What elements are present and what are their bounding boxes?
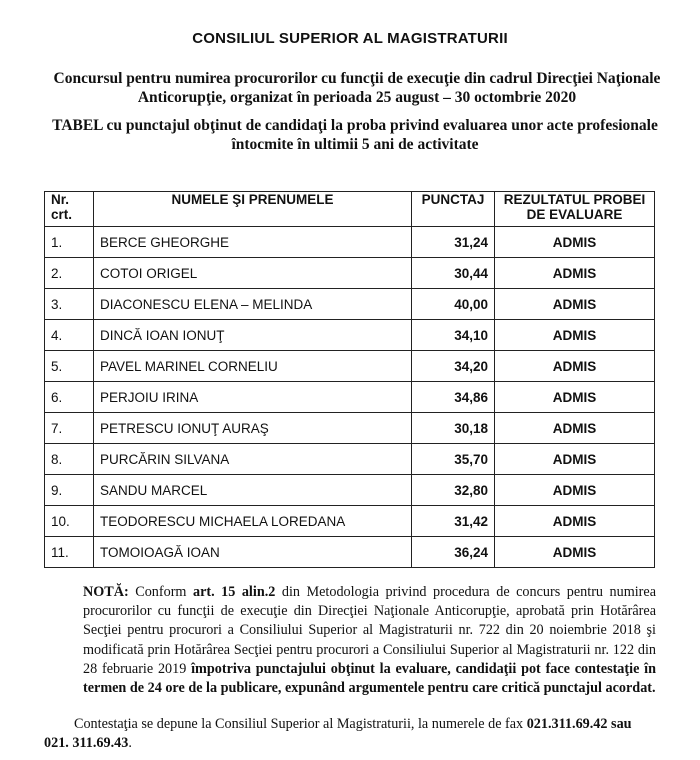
cell-nr: 9. (45, 475, 94, 506)
contact-text-2: sau (607, 716, 632, 732)
contact-text-1: Contestaţia se depune la Consiliul Superior al Magistraturii, la numerele de fax (74, 716, 527, 732)
results-table (44, 191, 655, 568)
cell-result: ADMIS (495, 227, 655, 258)
cell-name: PERJOIU IRINA (94, 382, 412, 413)
column-header-result: REZULTATUL PROBEI DE EVALUARE (495, 192, 655, 227)
table-row (45, 227, 655, 258)
cell-nr: 4. (45, 320, 94, 351)
cell-nr: 3. (45, 289, 94, 320)
table-row (45, 320, 655, 351)
column-header-score: PUNCTAJ (412, 192, 495, 227)
cell-result: ADMIS (495, 289, 655, 320)
table-row (45, 258, 655, 289)
note-paragraph (83, 583, 656, 698)
cell-result: ADMIS (495, 475, 655, 506)
cell-score: 31,42 (412, 506, 495, 537)
cell-result: ADMIS (495, 444, 655, 475)
cell-nr: 10. (45, 506, 94, 537)
table-body (45, 227, 655, 568)
note-bold-text: împotriva punctajului obţinut la evaluare, candidaţii pot face contestaţie în termen de 24 ore de la publicare, expunând argumentele pentru care critică punctajul acordat. (83, 660, 656, 697)
fax-number-1: 021.311.69.42 (526, 716, 608, 732)
cell-name: COTOI ORIGEL (94, 258, 412, 289)
cell-name: SANDU MARCEL (94, 475, 412, 506)
cell-name: PURCĂRIN SILVANA (94, 444, 412, 475)
cell-name: PAVEL MARINEL CORNELIU (94, 351, 412, 382)
cell-name: DINCĂ IOAN IONUŢ (94, 320, 412, 351)
cell-score: 34,20 (412, 351, 495, 382)
cell-result: ADMIS (495, 537, 655, 568)
table-row (45, 289, 655, 320)
cell-nr: 6. (45, 382, 94, 413)
contact-text-3: . (128, 735, 132, 752)
table-header (45, 192, 655, 227)
cell-nr: 7. (45, 413, 94, 444)
cell-nr: 1. (45, 227, 94, 258)
cell-result: ADMIS (495, 382, 655, 413)
cell-nr: 8. (45, 444, 94, 475)
note-text-2: din Metodologia privind procedura de concurs pentru numirea procurorilor cu funcţii de execuţie din Direcţiei Naţionale Anticorupţie, aprobată prin Hotărârea Secţiei pentru procurori a Consiliului Superior al Magistraturii nr. 722 din 20 noiembrie 2018 şi modificată prin Hotărârea Secţiei pentru procurori a Consiliului Superior al Magistraturii nr. 122 din 28 februarie 2019 (83, 584, 657, 677)
contest-subtitle: Concursul pentru numirea procurorilor cu funcţii de execuţie din cadrul Direcţiei Naţionale Anticorupţie, organizat în perioada 25 august – 30 octombrie 2020 (53, 70, 661, 106)
cell-score: 32,80 (412, 475, 495, 506)
cell-result: ADMIS (495, 413, 655, 444)
contact-paragraph (44, 715, 656, 753)
table-row (45, 382, 655, 413)
table-row (45, 351, 655, 382)
cell-result: ADMIS (495, 351, 655, 382)
column-header-name: NUMELE ŞI PRENUMELE (94, 192, 412, 227)
cell-nr: 5. (45, 351, 94, 382)
cell-score: 30,44 (412, 258, 495, 289)
note-article-ref: art. 15 alin.2 (192, 584, 276, 600)
table-row (45, 537, 655, 568)
cell-nr: 2. (45, 258, 94, 289)
cell-score: 31,24 (412, 227, 495, 258)
cell-name: DIACONESCU ELENA – MELINDA (94, 289, 412, 320)
note-text-1: Conform (128, 584, 193, 600)
cell-nr: 11. (45, 537, 94, 568)
cell-name: BERCE GHEORGHE (94, 227, 412, 258)
cell-score: 35,70 (412, 444, 495, 475)
cell-result: ADMIS (495, 320, 655, 351)
column-header-nr: Nr. crt. (45, 192, 94, 227)
fax-number-2: 021. 311.69.43 (44, 735, 129, 752)
table-row (45, 444, 655, 475)
table-row (45, 413, 655, 444)
cell-name: TOMOIOAGĂ IOAN (94, 537, 412, 568)
cell-name: TEODORESCU MICHAELA LOREDANA (94, 506, 412, 537)
table-caption: TABEL cu punctajul obţinut de candidaţi la proba privind evaluarea unor acte profesionale întocmite în ultimii 5 ani de activitate (52, 117, 658, 153)
cell-result: ADMIS (495, 506, 655, 537)
note-label: NOTĂ: (83, 584, 129, 600)
cell-score: 34,86 (412, 382, 495, 413)
cell-name: PETRESCU IONUŢ AURAŞ (94, 413, 412, 444)
cell-score: 40,00 (412, 289, 495, 320)
cell-score: 34,10 (412, 320, 495, 351)
document-title: CONSILIUL SUPERIOR AL MAGISTRATURII (192, 30, 508, 47)
cell-result: ADMIS (495, 258, 655, 289)
table-row (45, 506, 655, 537)
cell-score: 30,18 (412, 413, 495, 444)
table-row (45, 475, 655, 506)
cell-score: 36,24 (412, 537, 495, 568)
